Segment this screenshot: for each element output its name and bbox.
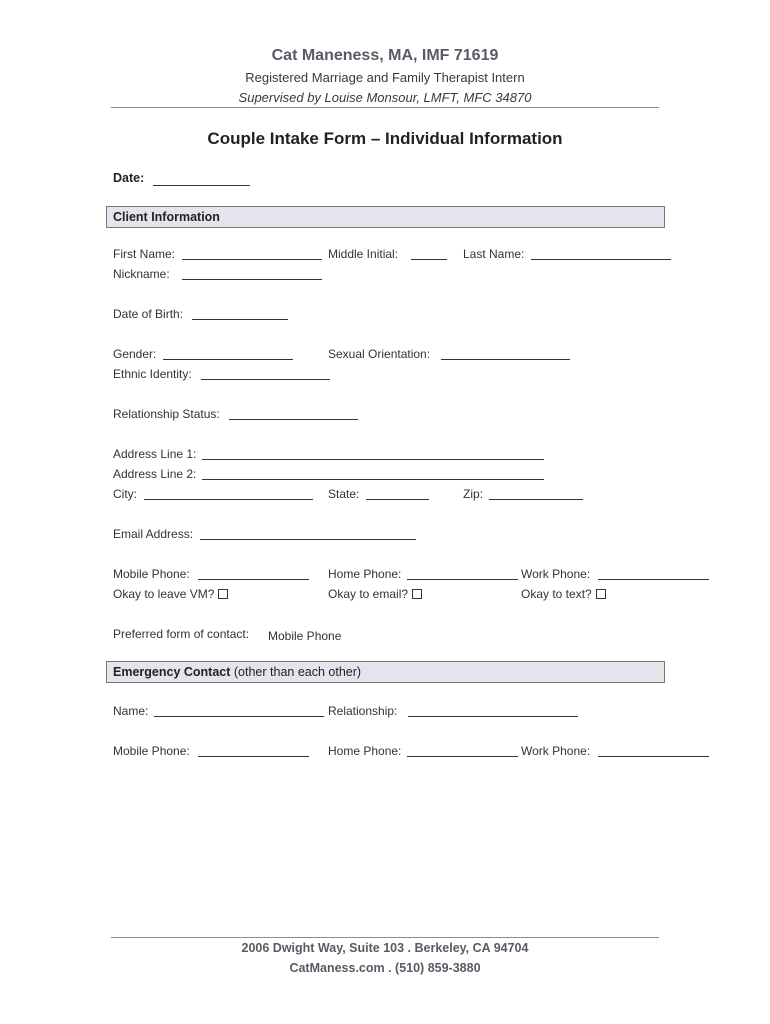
- okay-text-label: Okay to text?: [521, 587, 592, 601]
- preferred-contact-value[interactable]: Mobile Phone: [268, 629, 342, 643]
- emergency-home-field[interactable]: [407, 756, 518, 757]
- emergency-work-label: Work Phone:: [521, 744, 591, 758]
- okay-vm-row: [113, 587, 228, 601]
- middle-initial-field[interactable]: [411, 259, 447, 260]
- nickname-label: Nickname:: [113, 267, 170, 281]
- relationship-status-field[interactable]: [229, 419, 358, 420]
- emergency-contact-heading: Emergency Contact (other than each other): [113, 665, 362, 679]
- preferred-contact-label: Preferred form of contact:: [113, 627, 250, 641]
- date-field[interactable]: [153, 185, 250, 186]
- work-phone-field[interactable]: [598, 579, 709, 580]
- nickname-field[interactable]: [182, 279, 322, 280]
- city-field[interactable]: [144, 499, 313, 500]
- relationship-status-label: Relationship Status:: [113, 407, 220, 421]
- email-field[interactable]: [200, 539, 416, 540]
- emergency-mobile-field[interactable]: [198, 756, 309, 757]
- form-title: Couple Intake Form – Individual Information: [207, 129, 563, 148]
- ethnic-identity-field[interactable]: [201, 379, 330, 380]
- okay-text-checkbox[interactable]: [596, 589, 606, 599]
- last-name-label: Last Name:: [463, 247, 525, 261]
- mobile-phone-field[interactable]: [198, 579, 309, 580]
- okay-vm-label: Okay to leave VM?: [113, 587, 215, 601]
- header-divider: [111, 107, 659, 108]
- footer-contact: CatManess.com . (510) 859-3880: [289, 961, 481, 975]
- therapist-name: Cat Maneness, MA, IMF 71619: [271, 47, 499, 64]
- first-name-field[interactable]: [182, 259, 322, 260]
- client-info-header: [106, 206, 665, 228]
- sexual-orientation-label: Sexual Orientation:: [328, 347, 431, 361]
- dob-label: Date of Birth:: [113, 307, 184, 321]
- emergency-contact-header: [106, 661, 665, 683]
- emergency-relationship-label: Relationship:: [328, 704, 398, 718]
- gender-label: Gender:: [113, 347, 157, 361]
- therapist-title: Registered Marriage and Family Therapist Intern: [245, 70, 525, 85]
- client-info-heading: Client Information: [113, 210, 220, 224]
- ethnic-identity-label: Ethnic Identity:: [113, 367, 192, 381]
- gender-field[interactable]: [163, 359, 293, 360]
- supervisor-line: Supervised by Louise Monsour, LMFT, MFC 34870: [238, 90, 532, 105]
- emergency-name-label: Name:: [113, 704, 149, 718]
- okay-email-label: Okay to email?: [328, 587, 409, 601]
- footer-address: 2006 Dwight Way, Suite 103 . Berkeley, CA 94704: [241, 941, 529, 955]
- sexual-orientation-field[interactable]: [441, 359, 570, 360]
- work-phone-label: Work Phone:: [521, 567, 591, 581]
- date-label: Date:: [113, 171, 145, 185]
- okay-email-row: [328, 587, 422, 601]
- emergency-mobile-label: Mobile Phone:: [113, 744, 190, 758]
- first-name-label: First Name:: [113, 247, 176, 261]
- city-label: City:: [113, 487, 137, 501]
- address2-label: Address Line 2:: [113, 467, 197, 481]
- dob-field[interactable]: [192, 319, 288, 320]
- state-label: State:: [328, 487, 360, 501]
- email-label: Email Address:: [113, 527, 194, 541]
- footer-divider: [111, 937, 659, 938]
- okay-vm-checkbox[interactable]: [218, 589, 228, 599]
- home-phone-field[interactable]: [407, 579, 518, 580]
- middle-initial-label: Middle Initial:: [328, 247, 399, 261]
- address2-field[interactable]: [202, 479, 544, 480]
- emergency-work-field[interactable]: [598, 756, 709, 757]
- address1-field[interactable]: [202, 459, 544, 460]
- emergency-name-field[interactable]: [154, 716, 324, 717]
- okay-email-checkbox[interactable]: [412, 589, 422, 599]
- emergency-home-label: Home Phone:: [328, 744, 402, 758]
- home-phone-label: Home Phone:: [328, 567, 402, 581]
- zip-label: Zip:: [463, 487, 484, 501]
- state-field[interactable]: [366, 499, 429, 500]
- mobile-phone-label: Mobile Phone:: [113, 567, 190, 581]
- zip-field[interactable]: [489, 499, 583, 500]
- address1-label: Address Line 1:: [113, 447, 197, 461]
- okay-text-row: [521, 587, 606, 601]
- last-name-field[interactable]: [531, 259, 671, 260]
- emergency-relationship-field[interactable]: [408, 716, 578, 717]
